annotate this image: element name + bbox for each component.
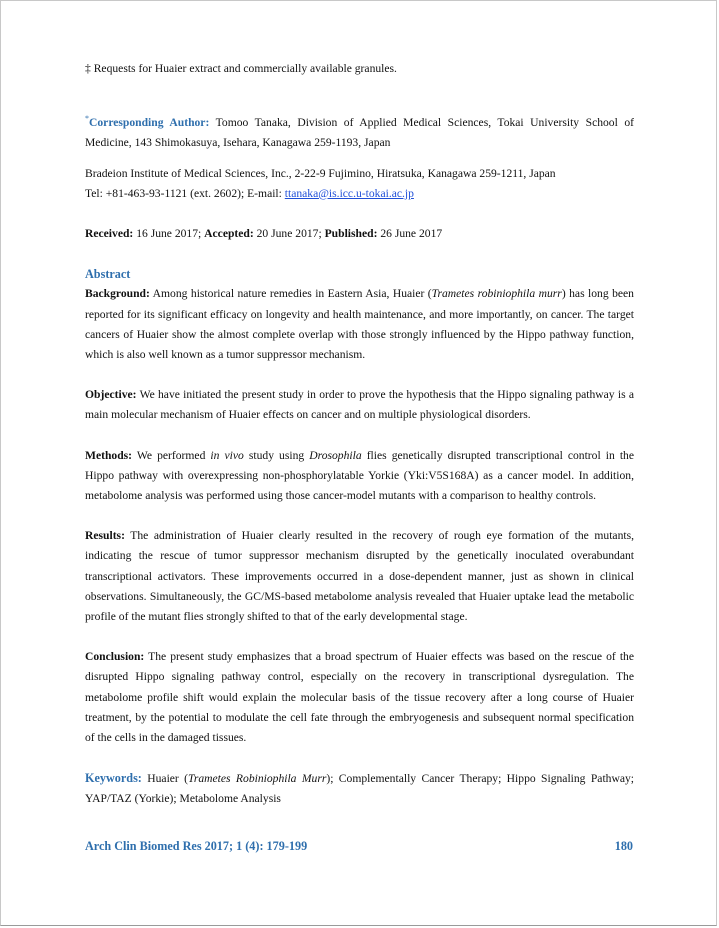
contact-prefix: Tel: +81-463-93-1121 (ext. 2602); E-mail: bbox=[85, 186, 285, 200]
published-label: Published: bbox=[324, 227, 378, 241]
abstract-background bbox=[85, 284, 634, 365]
methods-text-1: We performed bbox=[132, 448, 211, 462]
conclusion-text: The present study emphasizes that a broad spectrum of Huaier effects was based on the rescue of the disrupted Hippo signaling pathway control, especially on the recovery in transcriptional dysregulation. The metabolome profile shift would explain the molecular basis of the tissue recovery after a long course of Huaier treatment, by the potential to modulate the cell fate through the embryogenesis and subsequent normal specification of the cells in the damaged tissues. bbox=[85, 650, 634, 745]
conclusion-label: Conclusion: bbox=[85, 650, 145, 664]
background-text-2: ) has long been reported for its significant efficacy on longevity and health maintenance, and more importantly, on cancer. The target cancers of Huaier show the almost complete overlap with those strongly influenced by the Hippo pathway function, which is also well known as a tumor suppressor mechanism. bbox=[85, 287, 634, 362]
background-text-1: Among historical nature remedies in Eastern Asia, Huaier ( bbox=[149, 287, 432, 301]
corresponding-author bbox=[85, 113, 634, 153]
page-number: 180 bbox=[614, 839, 633, 853]
journal-citation: Arch Clin Biomed Res 2017; 1 (4): 179-199 bbox=[85, 839, 308, 853]
accepted-date: 20 June 2017; bbox=[253, 227, 325, 241]
methods-label: Methods: bbox=[85, 448, 133, 462]
keywords-text-1: Huaier ( bbox=[141, 772, 189, 786]
keywords-label: Keywords: bbox=[85, 771, 142, 786]
results-text: The administration of Huaier clearly resulted in the recovery of rough eye formation of the mutants, indicating the rescue of tumor suppressor mechanism disrupted by the genetically inoculated overabundant transcriptional activators. These improvements occurred in a dose-dependent manner, just as shown in clinical observations. Simultaneously, the GC/MS-based metabolome analysis revealed that Huaier uptake lead the metabolic profile of the mutant flies strongly shifted to that of the early developmental stage. bbox=[85, 529, 634, 624]
keywords-species: Trametes Robiniophila Murr bbox=[188, 772, 327, 786]
published-date: 26 June 2017 bbox=[377, 227, 443, 241]
background-species: Trametes robiniophila murr bbox=[431, 287, 562, 301]
footnote-text: Requests for Huaier extract and commercially available granules. bbox=[90, 62, 397, 75]
page-content bbox=[85, 59, 634, 810]
email-link[interactable]: ttanaka@is.icc.u-tokai.ac.jp bbox=[284, 186, 414, 200]
methods-text-3: flies genetically disrupted transcriptional control in the Hippo pathway with overexpressing non-phosphorylatable Yorkie (Yki:V5S168A) as a cancer model. In addition, metabolome analysis was performed using those cancer-model mutants with a comparison to healthy controls. bbox=[85, 448, 634, 503]
abstract-methods bbox=[85, 446, 634, 507]
abstract-objective bbox=[85, 385, 634, 425]
footnote bbox=[85, 59, 634, 79]
methods-text-2: study using bbox=[243, 448, 310, 462]
abstract-results bbox=[85, 526, 634, 627]
accepted-label: Accepted: bbox=[204, 227, 254, 241]
objective-label: Objective: bbox=[85, 388, 137, 402]
received-label: Received: bbox=[85, 227, 134, 241]
background-label: Background: bbox=[85, 287, 150, 301]
page-footer bbox=[85, 839, 633, 854]
methods-in-vivo: in vivo bbox=[210, 448, 244, 462]
received-date: 16 June 2017; bbox=[133, 227, 205, 241]
dagger-mark: ‡ bbox=[85, 62, 91, 75]
corresponding-line1: Tomoo Tanaka, Division of Applied Medical Sciences, Tokai University School of Medicine, 143 Shimokasuya, Isehara, Kanagawa 259-1193, Japan bbox=[85, 116, 634, 150]
keywords bbox=[85, 768, 634, 809]
abstract-conclusion bbox=[85, 647, 634, 748]
methods-drosophila: Drosophila bbox=[309, 448, 362, 462]
institute-address: Bradeion Institute of Medical Sciences, Inc., 2-22-9 Fujimino, Hiratsuka, Kanagawa 259-1211, Japan bbox=[85, 166, 556, 180]
corresponding-label: Corresponding Author: bbox=[89, 116, 210, 130]
objective-text: We have initiated the present study in order to prove the hypothesis that the Hippo signaling pathway is a main molecular mechanism of Huaier effects on cancer and on multiple physiological disorders. bbox=[85, 388, 634, 422]
dates-line bbox=[85, 224, 634, 244]
results-label: Results: bbox=[85, 529, 125, 543]
abstract-heading: Abstract bbox=[85, 267, 131, 282]
keywords-text-2: ); Complementally Cancer Therapy; Hippo Signaling Pathway; YAP/TAZ (Yorkie); Metabolome Analysis bbox=[85, 772, 635, 806]
corresponding-star: * bbox=[85, 114, 89, 124]
contact-line bbox=[85, 184, 634, 204]
